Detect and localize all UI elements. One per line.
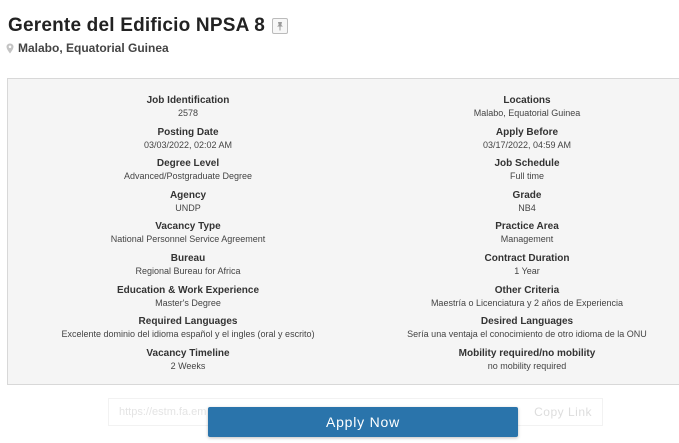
- page-title: Gerente del Edificio NPSA 8: [8, 15, 266, 36]
- share-link-url[interactable]: https://estm.fa.em: [119, 406, 207, 418]
- detail-mobility: [367, 347, 679, 379]
- detail-desired-languages: [367, 315, 679, 347]
- detail-value: 03/03/2022, 02:02 AM: [143, 139, 233, 150]
- detail-value: Master's Degree: [155, 297, 221, 308]
- detail-grade: [367, 189, 679, 221]
- details-left-column: [18, 94, 358, 378]
- detail-job-identification: [18, 94, 358, 126]
- detail-label: Mobility required/no mobility: [458, 347, 596, 359]
- detail-contract-duration: [367, 252, 679, 284]
- detail-locations: [367, 94, 679, 126]
- details-right-column: [367, 94, 679, 378]
- detail-label: Bureau: [170, 252, 206, 264]
- detail-value: 03/17/2022, 04:59 AM: [482, 139, 572, 150]
- pin-button[interactable]: [272, 18, 288, 34]
- detail-value: Advanced/Postgraduate Degree: [123, 171, 253, 182]
- job-details-panel: [7, 78, 679, 385]
- detail-label: Job Schedule: [494, 158, 560, 170]
- pushpin-icon: [275, 21, 285, 31]
- detail-vacancy-type: [18, 220, 358, 252]
- detail-degree-level: [18, 157, 358, 189]
- location-row: [6, 41, 169, 55]
- detail-value: UNDP: [175, 202, 201, 213]
- map-marker-icon: [6, 43, 14, 54]
- detail-value: 1 Year: [514, 265, 540, 276]
- detail-value: Malabo, Equatorial Guinea: [473, 108, 581, 118]
- detail-value: National Personnel Service Agreement: [110, 234, 266, 245]
- detail-value: Excelente dominio del idioma español y el ingles (oral y escrito): [61, 329, 315, 340]
- detail-label: Posting Date: [157, 126, 219, 138]
- detail-label: Other Criteria: [494, 284, 560, 296]
- detail-label: Degree Level: [156, 158, 220, 170]
- detail-label: Required Languages: [138, 316, 238, 328]
- detail-required-languages: [18, 315, 358, 347]
- detail-label: Practice Area: [495, 221, 559, 233]
- detail-label: Job Identification: [146, 95, 230, 106]
- detail-value: Management: [500, 234, 554, 245]
- apply-now-button[interactable]: Apply Now: [208, 407, 518, 437]
- detail-posting-date: [18, 126, 358, 158]
- detail-education-experience: [18, 284, 358, 316]
- detail-agency: [18, 189, 358, 221]
- detail-apply-before: [367, 126, 679, 158]
- detail-label: Agency: [169, 189, 207, 201]
- detail-value: NB4: [518, 202, 536, 213]
- detail-value: no mobility required: [487, 360, 567, 371]
- detail-label: Education & Work Experience: [116, 284, 260, 296]
- detail-other-criteria: [367, 284, 679, 316]
- detail-value: Maestría o Licenciatura y 2 años de Experiencia: [430, 297, 624, 308]
- detail-label: Locations: [503, 95, 551, 106]
- detail-label: Contract Duration: [484, 252, 570, 264]
- copy-link-button[interactable]: Copy Link: [534, 405, 592, 419]
- detail-job-schedule: [367, 157, 679, 189]
- detail-label: Apply Before: [495, 126, 559, 138]
- detail-vacancy-timeline: [18, 347, 358, 379]
- detail-value: Regional Bureau for Africa: [135, 265, 241, 276]
- detail-value: Sería una ventaja el conocimiento de otro idioma de la ONU: [407, 329, 647, 340]
- detail-label: Vacancy Timeline: [146, 347, 230, 359]
- detail-practice-area: [367, 220, 679, 252]
- detail-value: 2578: [177, 108, 199, 118]
- detail-bureau: [18, 252, 358, 284]
- title-row: [8, 15, 288, 37]
- detail-label: Grade: [512, 189, 542, 201]
- detail-value: Full time: [509, 171, 544, 182]
- detail-value: 2 Weeks: [170, 360, 206, 371]
- detail-label: Vacancy Type: [155, 221, 221, 233]
- job-location: Malabo, Equatorial Guinea: [18, 41, 169, 55]
- detail-label: Desired Languages: [480, 316, 574, 328]
